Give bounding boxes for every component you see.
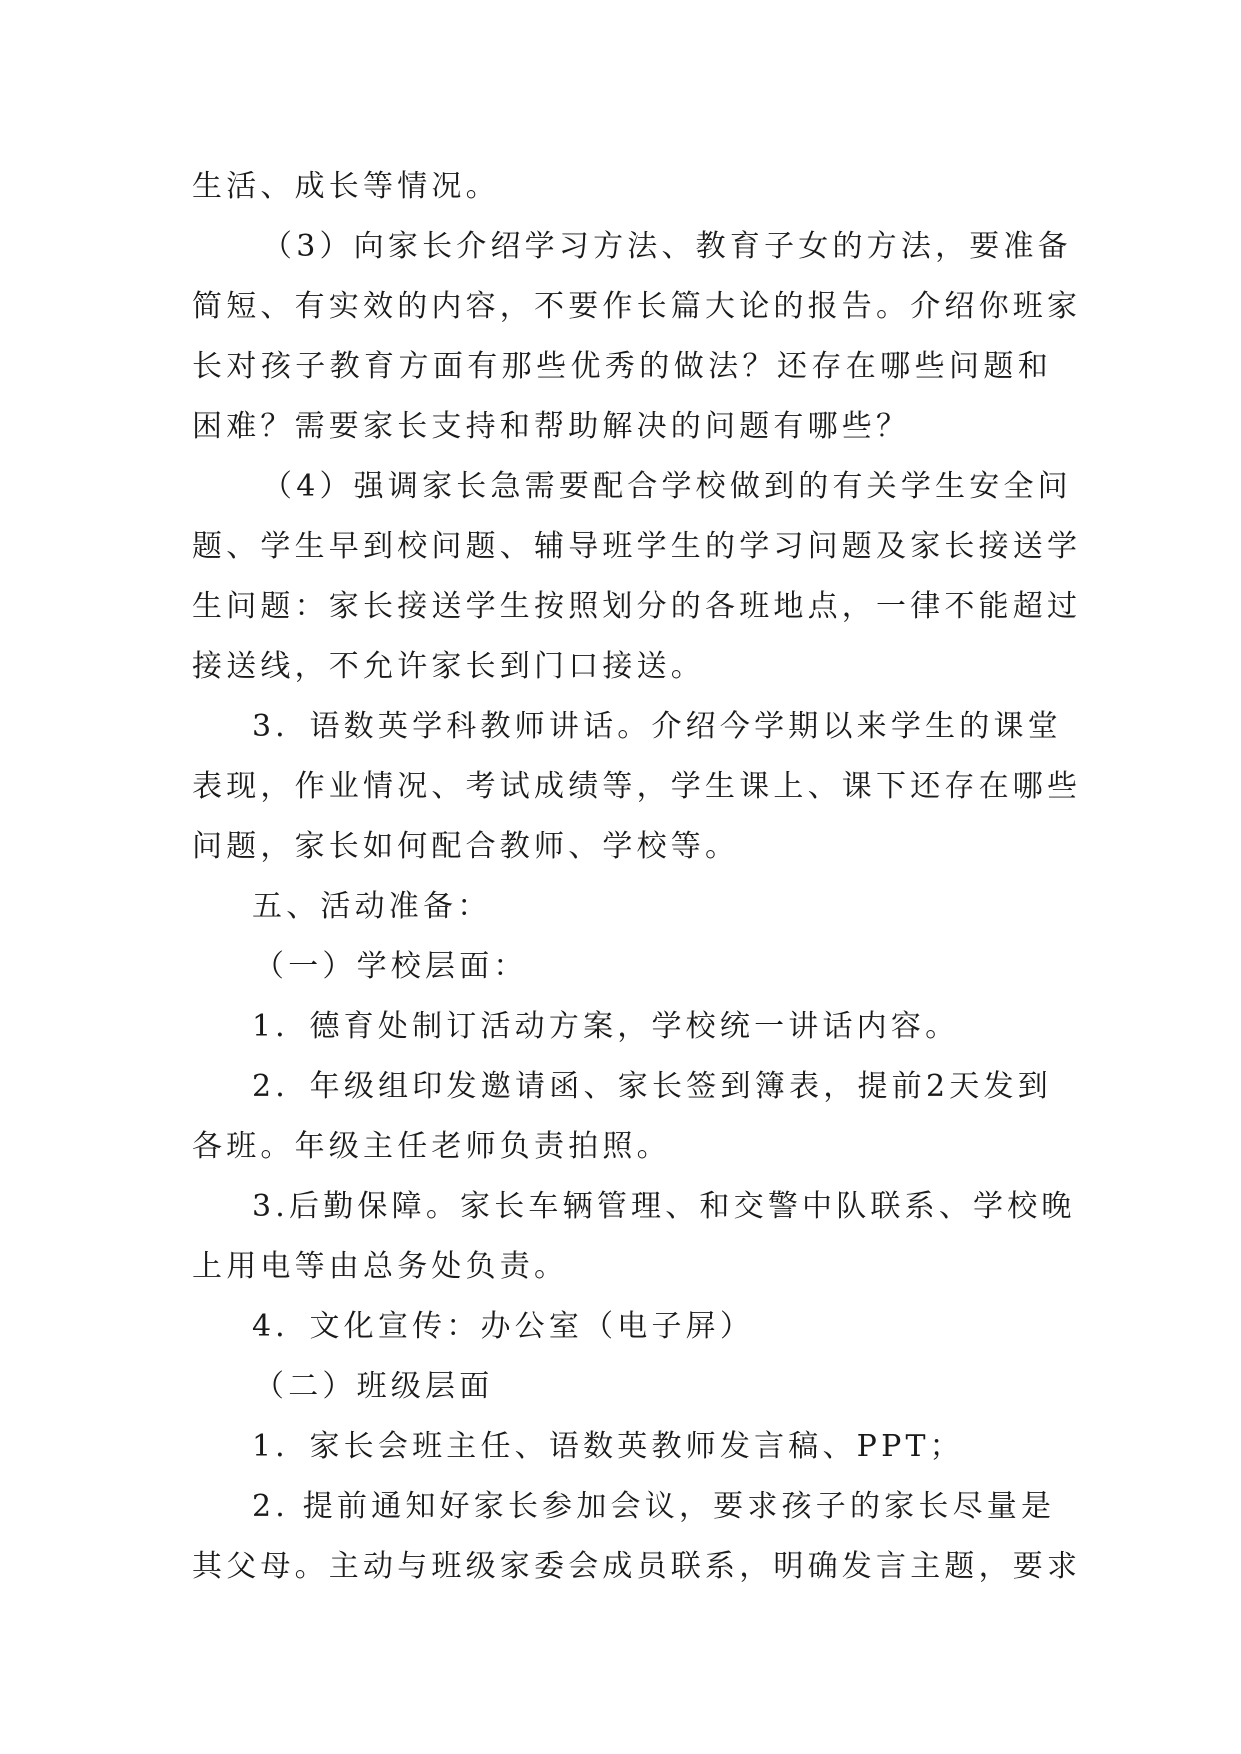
paragraph-line: 简短、有实效的内容，不要作长篇大论的报告。介绍你班家 bbox=[192, 289, 1082, 324]
paragraph-line: 3．语数英学科教师讲话。介绍今学期以来学生的课堂 bbox=[252, 709, 1062, 744]
section-heading: 五、活动准备： bbox=[252, 889, 492, 924]
paragraph-line: 1．家长会班主任、语数英教师发言稿、PPT； bbox=[252, 1429, 964, 1464]
paragraph-line: 困难？需要家长支持和帮助解决的问题有哪些？ bbox=[192, 409, 911, 444]
paragraph-line: 题、学生早到校问题、辅导班学生的学习问题及家长接送学 bbox=[192, 529, 1082, 564]
paragraph-line: 4．文化宣传：办公室（电子屏） bbox=[252, 1309, 755, 1344]
paragraph-line: 长对孩子教育方面有那些优秀的做法？还存在哪些问题和 bbox=[192, 349, 1052, 384]
paragraph-line: 其父母。主动与班级家委会成员联系，明确发言主题，要求 bbox=[192, 1549, 1082, 1584]
paragraph-line: 1．德育处制订活动方案，学校统一讲话内容。 bbox=[252, 1009, 960, 1044]
paragraph-line: 接送线，不允许家长到门口接送。 bbox=[192, 649, 705, 684]
paragraph-line: 表现，作业情况、考试成绩等，学生课上、课下还存在哪些 bbox=[192, 769, 1082, 804]
paragraph-line: 上用电等由总务处负责。 bbox=[192, 1249, 569, 1284]
paragraph-line: （3）向家长介绍学习方法、教育子女的方法，要准备 bbox=[262, 229, 1072, 264]
paragraph-line: 3.后勤保障。家长车辆管理、和交警中队联系、学校晚 bbox=[252, 1189, 1076, 1224]
document-body bbox=[192, 157, 1082, 1597]
paragraph-line: （4）强调家长急需要配合学校做到的有关学生安全问 bbox=[262, 469, 1072, 504]
subsection-heading: （二）班级层面 bbox=[254, 1369, 494, 1404]
subsection-heading: （一）学校层面： bbox=[254, 949, 528, 984]
paragraph-line: 生活、成长等情况。 bbox=[192, 169, 500, 204]
paragraph-line: 2. 提前通知好家长参加会议，要求孩子的家长尽量是 bbox=[252, 1489, 1056, 1524]
paragraph-line: 2．年级组印发邀请函、家长签到簿表，提前2天发到 bbox=[252, 1069, 1052, 1104]
paragraph-line: 各班。年级主任老师负责拍照。 bbox=[192, 1129, 671, 1164]
paragraph-line: 问题，家长如何配合教师、学校等。 bbox=[192, 829, 740, 864]
paragraph-line: 生问题：家长接送学生按照划分的各班地点，一律不能超过 bbox=[192, 589, 1082, 624]
